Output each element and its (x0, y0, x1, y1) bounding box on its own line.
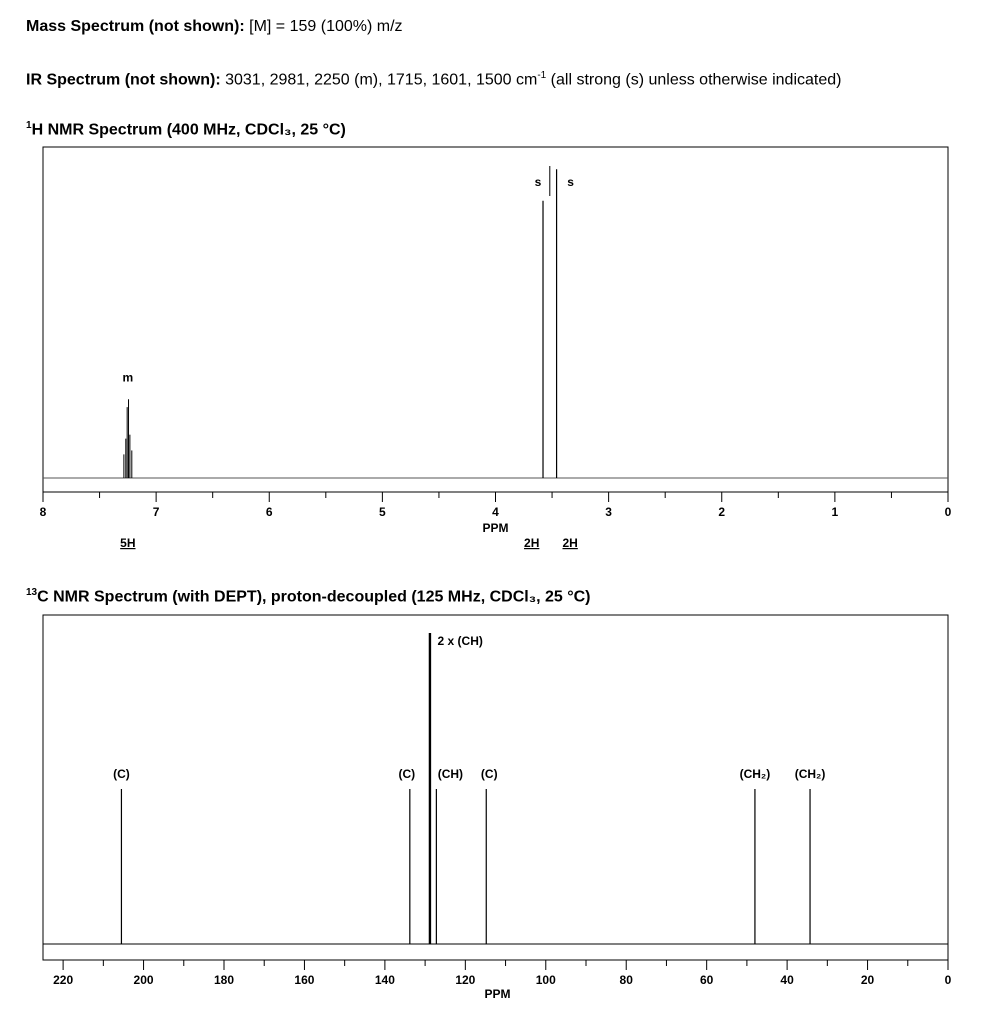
c-peak-label: (CH₂) (739, 767, 771, 781)
c-peak-label: (C) (480, 767, 498, 781)
h-integration-label: 2H (524, 536, 540, 550)
h-x-tick-label: 0 (944, 505, 952, 519)
c-x-tick-label: 200 (133, 973, 154, 987)
c-peak-label: (C) (398, 767, 416, 781)
c-plot-frame (43, 615, 948, 960)
h-x-tick-label: 6 (265, 505, 273, 519)
h-x-tick-label: 2 (718, 505, 726, 519)
h-multiplicity-label: s (534, 175, 542, 189)
mass-spectrum-label: Mass Spectrum (not shown): (26, 18, 245, 35)
ir-spectrum-value: 3031, 2981, 2250 (m), 1715, 1601, 1500 cm (225, 71, 538, 89)
c-x-axis-label: PPM (484, 987, 511, 1001)
c-x-tick-label: 180 (213, 973, 235, 987)
c-x-tick-label: 160 (294, 973, 315, 987)
c-peak-label: (C) (113, 767, 130, 781)
c-x-tick-label: 80 (619, 973, 633, 987)
h-integration-label: 5H (120, 536, 136, 550)
c-x-tick-label: 140 (374, 973, 395, 987)
h-nmr-isotope: 1 (26, 120, 32, 131)
h-x-tick-label: 5 (379, 505, 386, 519)
c-x-tick-label: 100 (535, 973, 556, 987)
c-x-tick-label: 40 (780, 973, 794, 987)
c-x-tick-label: 0 (944, 973, 952, 987)
h-x-tick-label: 8 (39, 505, 47, 519)
c-nmr-title-text: C NMR Spectrum (with DEPT), proton-decoupled (125 MHz, CDCl₃, 25 °C) (37, 588, 591, 606)
h-integration-label: 2H (562, 536, 578, 550)
c-peak-label: 2 x (CH) (437, 634, 483, 648)
h-nmr-title-text: H NMR Spectrum (400 MHz, CDCl₃, 25 °C) (31, 121, 346, 139)
c-peak-label: (CH) (437, 767, 464, 781)
h-x-tick-label: 1 (831, 505, 839, 519)
c-peak-label: (CH₂) (794, 767, 826, 781)
ir-unit-exponent: -1 (537, 70, 547, 81)
h-x-axis-label: PPM (482, 521, 509, 535)
ir-spectrum-label: IR Spectrum (not shown): (26, 71, 221, 89)
h-nmr-chart (40, 147, 952, 550)
mass-spectrum-value: [M] = 159 (100%) m/z (249, 18, 403, 35)
h-x-tick-label: 4 (492, 505, 499, 519)
c-nmr-chart (43, 615, 952, 1001)
c-x-tick-label: 60 (699, 973, 714, 987)
h-x-tick-label: 3 (605, 505, 612, 519)
ir-spectrum-note: (all strong (s) unless otherwise indicated) (546, 71, 842, 89)
c-x-tick-label: 220 (53, 973, 74, 987)
h-multiplicity-label: s (567, 175, 574, 189)
h-multiplicity-label: m (122, 370, 134, 385)
h-plot-frame (43, 147, 948, 492)
h-x-tick-label: 7 (152, 505, 160, 519)
c-x-tick-label: 20 (860, 973, 875, 987)
c-x-tick-label: 120 (455, 973, 476, 987)
c-nmr-isotope: 13 (26, 587, 38, 598)
